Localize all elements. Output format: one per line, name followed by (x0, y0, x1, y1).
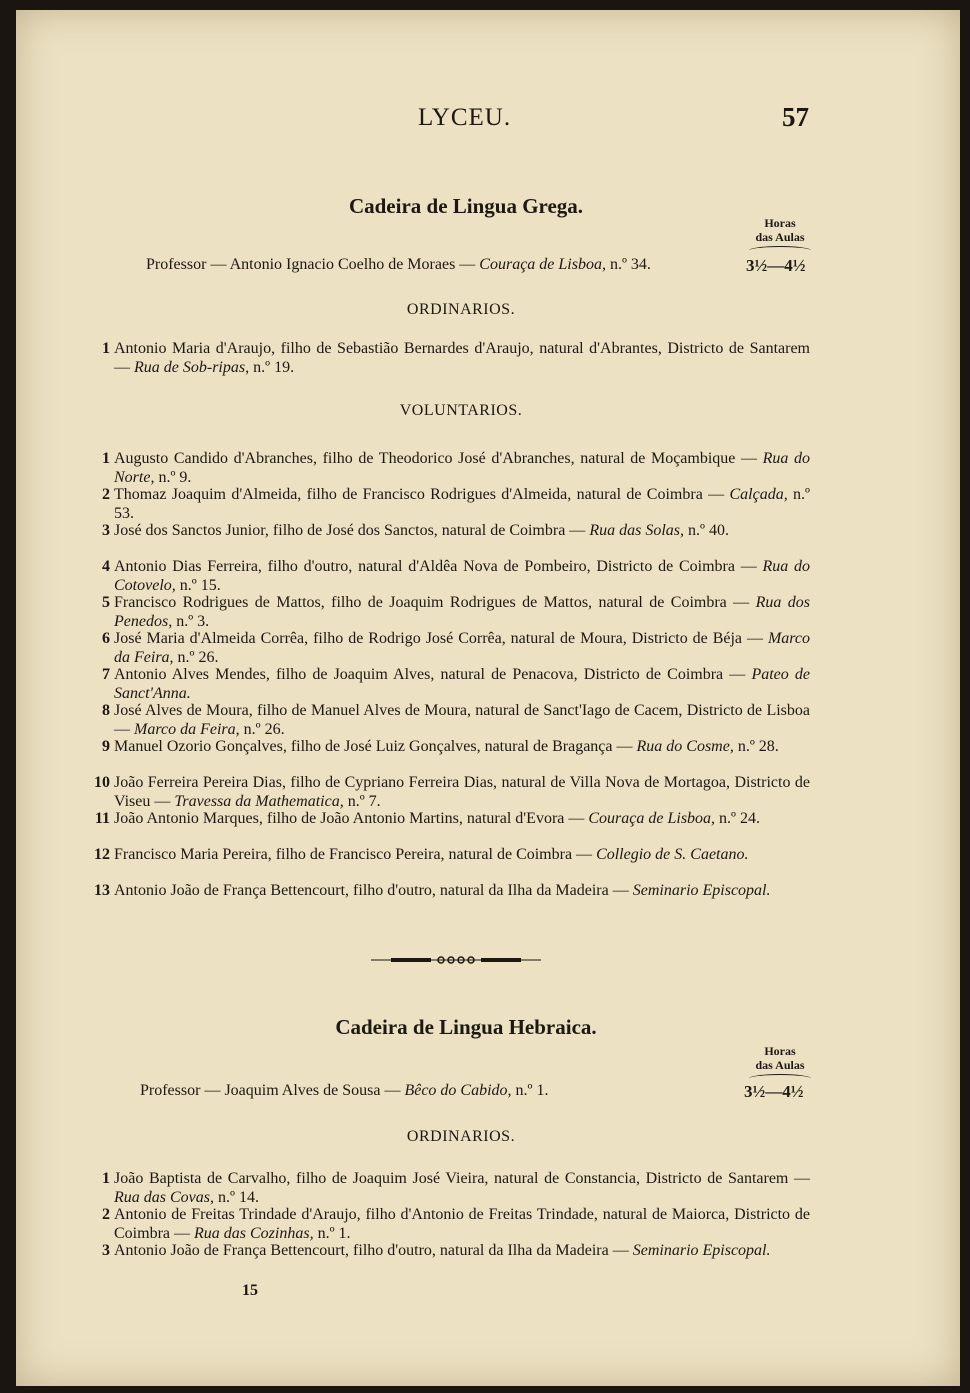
entry-address: Couraça de Lisboa, (588, 810, 716, 827)
entry-text: João Baptista de Carvalho, filho de Joaquim José Vieira, natural de Constancia, Districto de Santarem — (114, 1170, 810, 1187)
entry-number-suffix: n.º 28. (737, 738, 779, 755)
professor-number: n.º 1. (515, 1082, 549, 1099)
professor-number: n.º 34. (609, 256, 651, 273)
entry-address: Rua das Cozinhas, (194, 1224, 314, 1242)
entry-number: 12 (94, 846, 110, 863)
classes-label: das Aulas (755, 1058, 805, 1072)
list-item (94, 774, 810, 811)
hours-label: Horas (764, 1044, 796, 1058)
entry-number: 1 (102, 1170, 110, 1187)
ornament-divider (371, 955, 541, 965)
professor-line-hebrew: Professor — Joaquim Alves de Sousa — Bêco do Cabido, n.º 1. (140, 1082, 549, 1099)
list-item (102, 486, 811, 523)
entry-address: Marco da Feira, (114, 630, 810, 666)
entry-address: Seminario Episcopal. (632, 882, 771, 899)
subheading-voluntarios-greek: VOLUNTARIOS. (399, 402, 523, 419)
entry-number-suffix: n.º 7. (347, 792, 381, 810)
entry-text: José dos Sanctos Junior, filho de José dos Sanctos, natural de Coimbra — (114, 522, 590, 539)
professor-name: Joaquim Alves de Sousa (224, 1082, 381, 1099)
list-item (102, 630, 810, 667)
entry-number: 8 (102, 702, 110, 719)
entry-text: Thomaz Joaquim d'Almeida, filho de Francisco Rodrigues d'Almeida, natural de Coimbra — (114, 486, 730, 503)
classes-label: das Aulas (755, 230, 805, 244)
hours-header-greek (740, 216, 820, 244)
list-item (102, 1242, 810, 1261)
entry-address: Rua do Cotovelo, (114, 558, 810, 594)
entry-text: Antonio Maria d'Araujo, filho de Sebastião Bernardes d'Araujo, natural d'Abrantes, Districto de Santarem — (114, 340, 810, 376)
entry-text: Antonio de Freitas Trindade d'Araujo, filho d'Antonio de Freitas Trindade, natural de Maiorca, Districto de Coimbra — (114, 1206, 810, 1242)
professor-label: Professor (146, 256, 207, 273)
entry-number-suffix: n.º 53. (114, 486, 811, 522)
list-item (94, 882, 810, 901)
entry-address: Rua das Covas, (114, 1188, 214, 1206)
entry-number-suffix: n.º 19. (253, 358, 295, 376)
entry-number: 3 (102, 1242, 110, 1259)
entry-number: 6 (102, 630, 110, 647)
entry-text: Antonio Dias Ferreira, filho d'outro, natural d'Aldêa Nova de Pombeiro, Districto de Coimbra — (114, 558, 763, 575)
entry-number-suffix: n.º 14. (218, 1188, 259, 1206)
entry-address: Collegio de S. Caetano. (596, 846, 749, 863)
book-page (16, 10, 960, 1386)
entry-number: 1 (102, 340, 110, 357)
list-item (94, 846, 810, 865)
list-item (102, 594, 810, 631)
entry-number: 2 (102, 1206, 110, 1223)
entry-number-suffix: n.º 1. (317, 1224, 351, 1242)
entry-text: Antonio Alves Mendes, filho de Joaquim Alves, natural de Penacova, Districto de Coimbra — (114, 666, 752, 683)
entry-number: 5 (102, 594, 110, 611)
entry-address: Pateo de Sanct'Anna. (114, 666, 811, 702)
signature-mark: 15 (242, 1282, 258, 1299)
section-title-hebrew: Cadeira de Lingua Hebraica. (335, 1015, 597, 1039)
entry-number-suffix: n.º 24. (719, 810, 761, 827)
hours-label: Horas (764, 216, 796, 230)
entry-address: Rua de Sob-ripas, (134, 358, 250, 376)
entry-text: João Ferreira Pereira Dias, filho de Cypriano Ferreira Dias, natural de Villa Nova de Mortagoa, Districto de Viseu — (114, 774, 810, 810)
section-title-greek: Cadeira de Lingua Grega. (348, 194, 584, 218)
professor-name: Antonio Ignacio Coelho de Moraes (229, 256, 456, 273)
entry-address: Rua do Norte, (114, 450, 810, 486)
entry-address: Rua das Solas, (589, 522, 684, 539)
entry-number: 11 (94, 810, 110, 827)
list-item (102, 450, 810, 487)
professor-label: Professor (140, 1082, 201, 1099)
entry-address: Travessa da Mathematica, (174, 792, 344, 810)
entry-address: Seminario Episcopal. (632, 1242, 771, 1259)
entry-text: José Alves de Moura, filho de Manuel Alves de Moura, natural de Sanct'Iago de Cacem, Districto de Lisboa — (114, 702, 810, 738)
running-head: LYCEU. (418, 104, 512, 131)
entry-number-suffix: n.º 9. (158, 468, 192, 486)
entry-text: Antonio João de França Bettencourt, filho d'outro, natural da Ilha da Madeira — (114, 882, 633, 899)
entry-number: 2 (102, 486, 110, 503)
entry-number: 3 (102, 522, 110, 539)
entry-number: 10 (94, 774, 110, 791)
entry-text: Antonio João de França Bettencourt, filho d'outro, natural da Ilha da Madeira — (114, 1242, 633, 1259)
entry-number: 7 (102, 666, 110, 683)
entry-text: Augusto Candido d'Abranches, filho de Theodorico José d'Abranches, natural de Moçambique — (114, 450, 763, 467)
entry-number-suffix: n.º 3. (176, 612, 210, 630)
class-hours-greek: 3½—4½ (746, 256, 806, 275)
entry-address: Marco da Feira, (134, 720, 240, 738)
entry-number-suffix: n.º 26. (243, 720, 285, 738)
entry-number: 13 (94, 882, 110, 899)
hours-header-hebrew (740, 1044, 820, 1072)
brace-greek (749, 246, 811, 255)
list-item (102, 666, 811, 703)
list-item (102, 702, 810, 739)
entry-number: 9 (102, 738, 110, 755)
list-item (102, 522, 810, 541)
entry-number-suffix: n.º 26. (177, 648, 219, 666)
entry-number: 1 (102, 450, 110, 467)
subheading-ordinarios-greek: ORDINARIOS. (406, 301, 516, 318)
list-item (102, 558, 810, 595)
list-item (102, 1170, 810, 1207)
entry-address: Rua do Cosme, (636, 738, 734, 755)
class-hours-hebrew: 3½—4½ (744, 1082, 804, 1101)
entry-text: José Maria d'Almeida Corrêa, filho de Rodrigo José Corrêa, natural de Moura, Districto de Béja — (114, 630, 768, 647)
entry-text: Manuel Ozorio Gonçalves, filho de José Luiz Gonçalves, natural de Bragança — (114, 738, 637, 755)
entry-text: Francisco Maria Pereira, filho de Francisco Pereira, natural de Coimbra — (114, 846, 597, 863)
entry-number: 4 (102, 558, 110, 575)
subheading-ordinarios-hebrew: ORDINARIOS. (406, 1128, 516, 1145)
entry-address: Calçada, (729, 486, 788, 503)
entry-text: João Antonio Marques, filho de João Antonio Martins, natural d'Evora — (114, 810, 589, 827)
page-number: 57 (782, 102, 809, 132)
list-item (102, 340, 810, 377)
list-item (102, 738, 810, 757)
entry-number-suffix: n.º 40. (687, 522, 729, 539)
professor-address: Bêco do Cabido, (404, 1082, 512, 1099)
entry-text: Francisco Rodrigues de Mattos, filho de Joaquim Rodrigues de Mattos, natural de Coimbra — (114, 594, 756, 611)
professor-address: Couraça de Lisboa, (479, 256, 606, 273)
entry-address: Rua dos Penedos, (114, 594, 810, 630)
list-item (102, 1206, 810, 1243)
list-item (94, 810, 810, 829)
professor-line-greek: Professor — Antonio Ignacio Coelho de Moraes — Couraça de Lisboa, n.º 34. (146, 256, 651, 273)
entry-number-suffix: n.º 15. (179, 576, 221, 594)
